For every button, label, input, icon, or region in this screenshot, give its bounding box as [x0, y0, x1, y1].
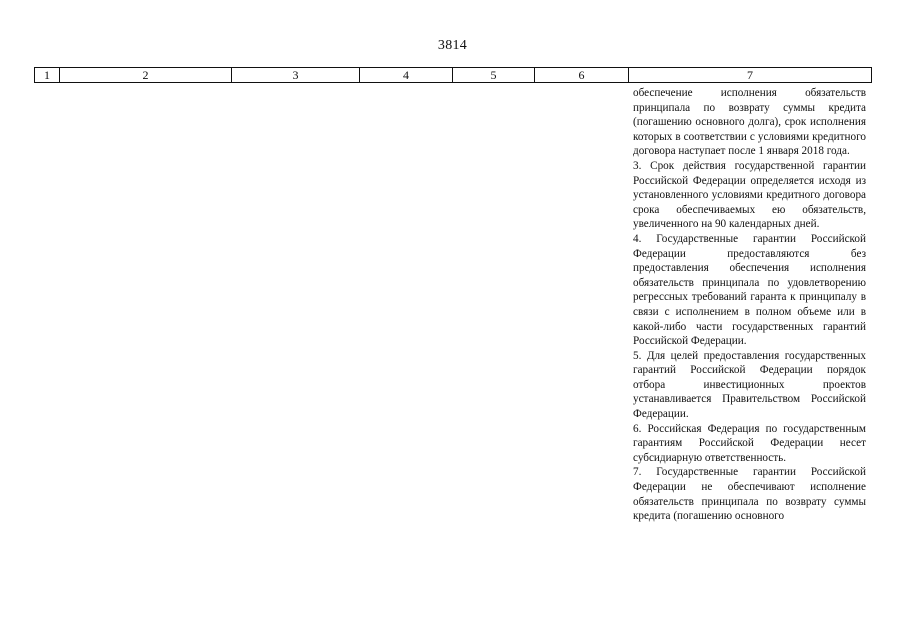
- paragraph-6: 6. Российская Федерация по государственным гарантиям Российской Федерации несет субсидиарную ответственность.: [633, 422, 866, 464]
- column-header-4: 4: [360, 68, 453, 83]
- paragraph-5: 5. Для целей предоставления государственных гарантий Российской Федерации порядок отбора инвестиционных проектов устанавливается Правительством Российской Федерации.: [633, 349, 866, 421]
- column-header-6: 6: [535, 68, 629, 83]
- paragraph-continuation: обеспечение исполнения обязательств принципала по возврату суммы кредита (погашению основного долга), срок исполнения которых в соответствии с условиями кредитного договора наступает после 1 января 2018 года.: [633, 87, 866, 158]
- column-7-text: [633, 86, 866, 524]
- column-header-5: 5: [453, 68, 535, 83]
- paragraph-7: 7. Государственные гарантии Российской Федерации не обеспечивают исполнение обязательств принципала по возврату суммы кредита (погашению основного: [633, 466, 866, 523]
- table-header: [34, 67, 872, 83]
- column-header-1: 1: [35, 68, 60, 83]
- page-number: 3814: [437, 38, 468, 53]
- column-header-7: 7: [629, 68, 872, 83]
- column-header-2: 2: [60, 68, 232, 83]
- table-header-row: [35, 68, 872, 83]
- paragraph-3: 3. Срок действия государственной гарантии Российской Федерации определяется исходя из установленного условиями кредитного договора срока обеспечиваемых ею обязательств, увеличенного на 90 календарных дней.: [633, 159, 866, 231]
- paragraph-4: 4. Государственные гарантии Российской Федерации предоставляются без предоставления обеспечения исполнения обязательств принципала по удовлетворению регрессных требований гаранта к принципалу в связи с исполнением в полном объеме или в какой-либо части государственных гарантий Российской Федерации.: [633, 232, 866, 348]
- column-header-3: 3: [232, 68, 360, 83]
